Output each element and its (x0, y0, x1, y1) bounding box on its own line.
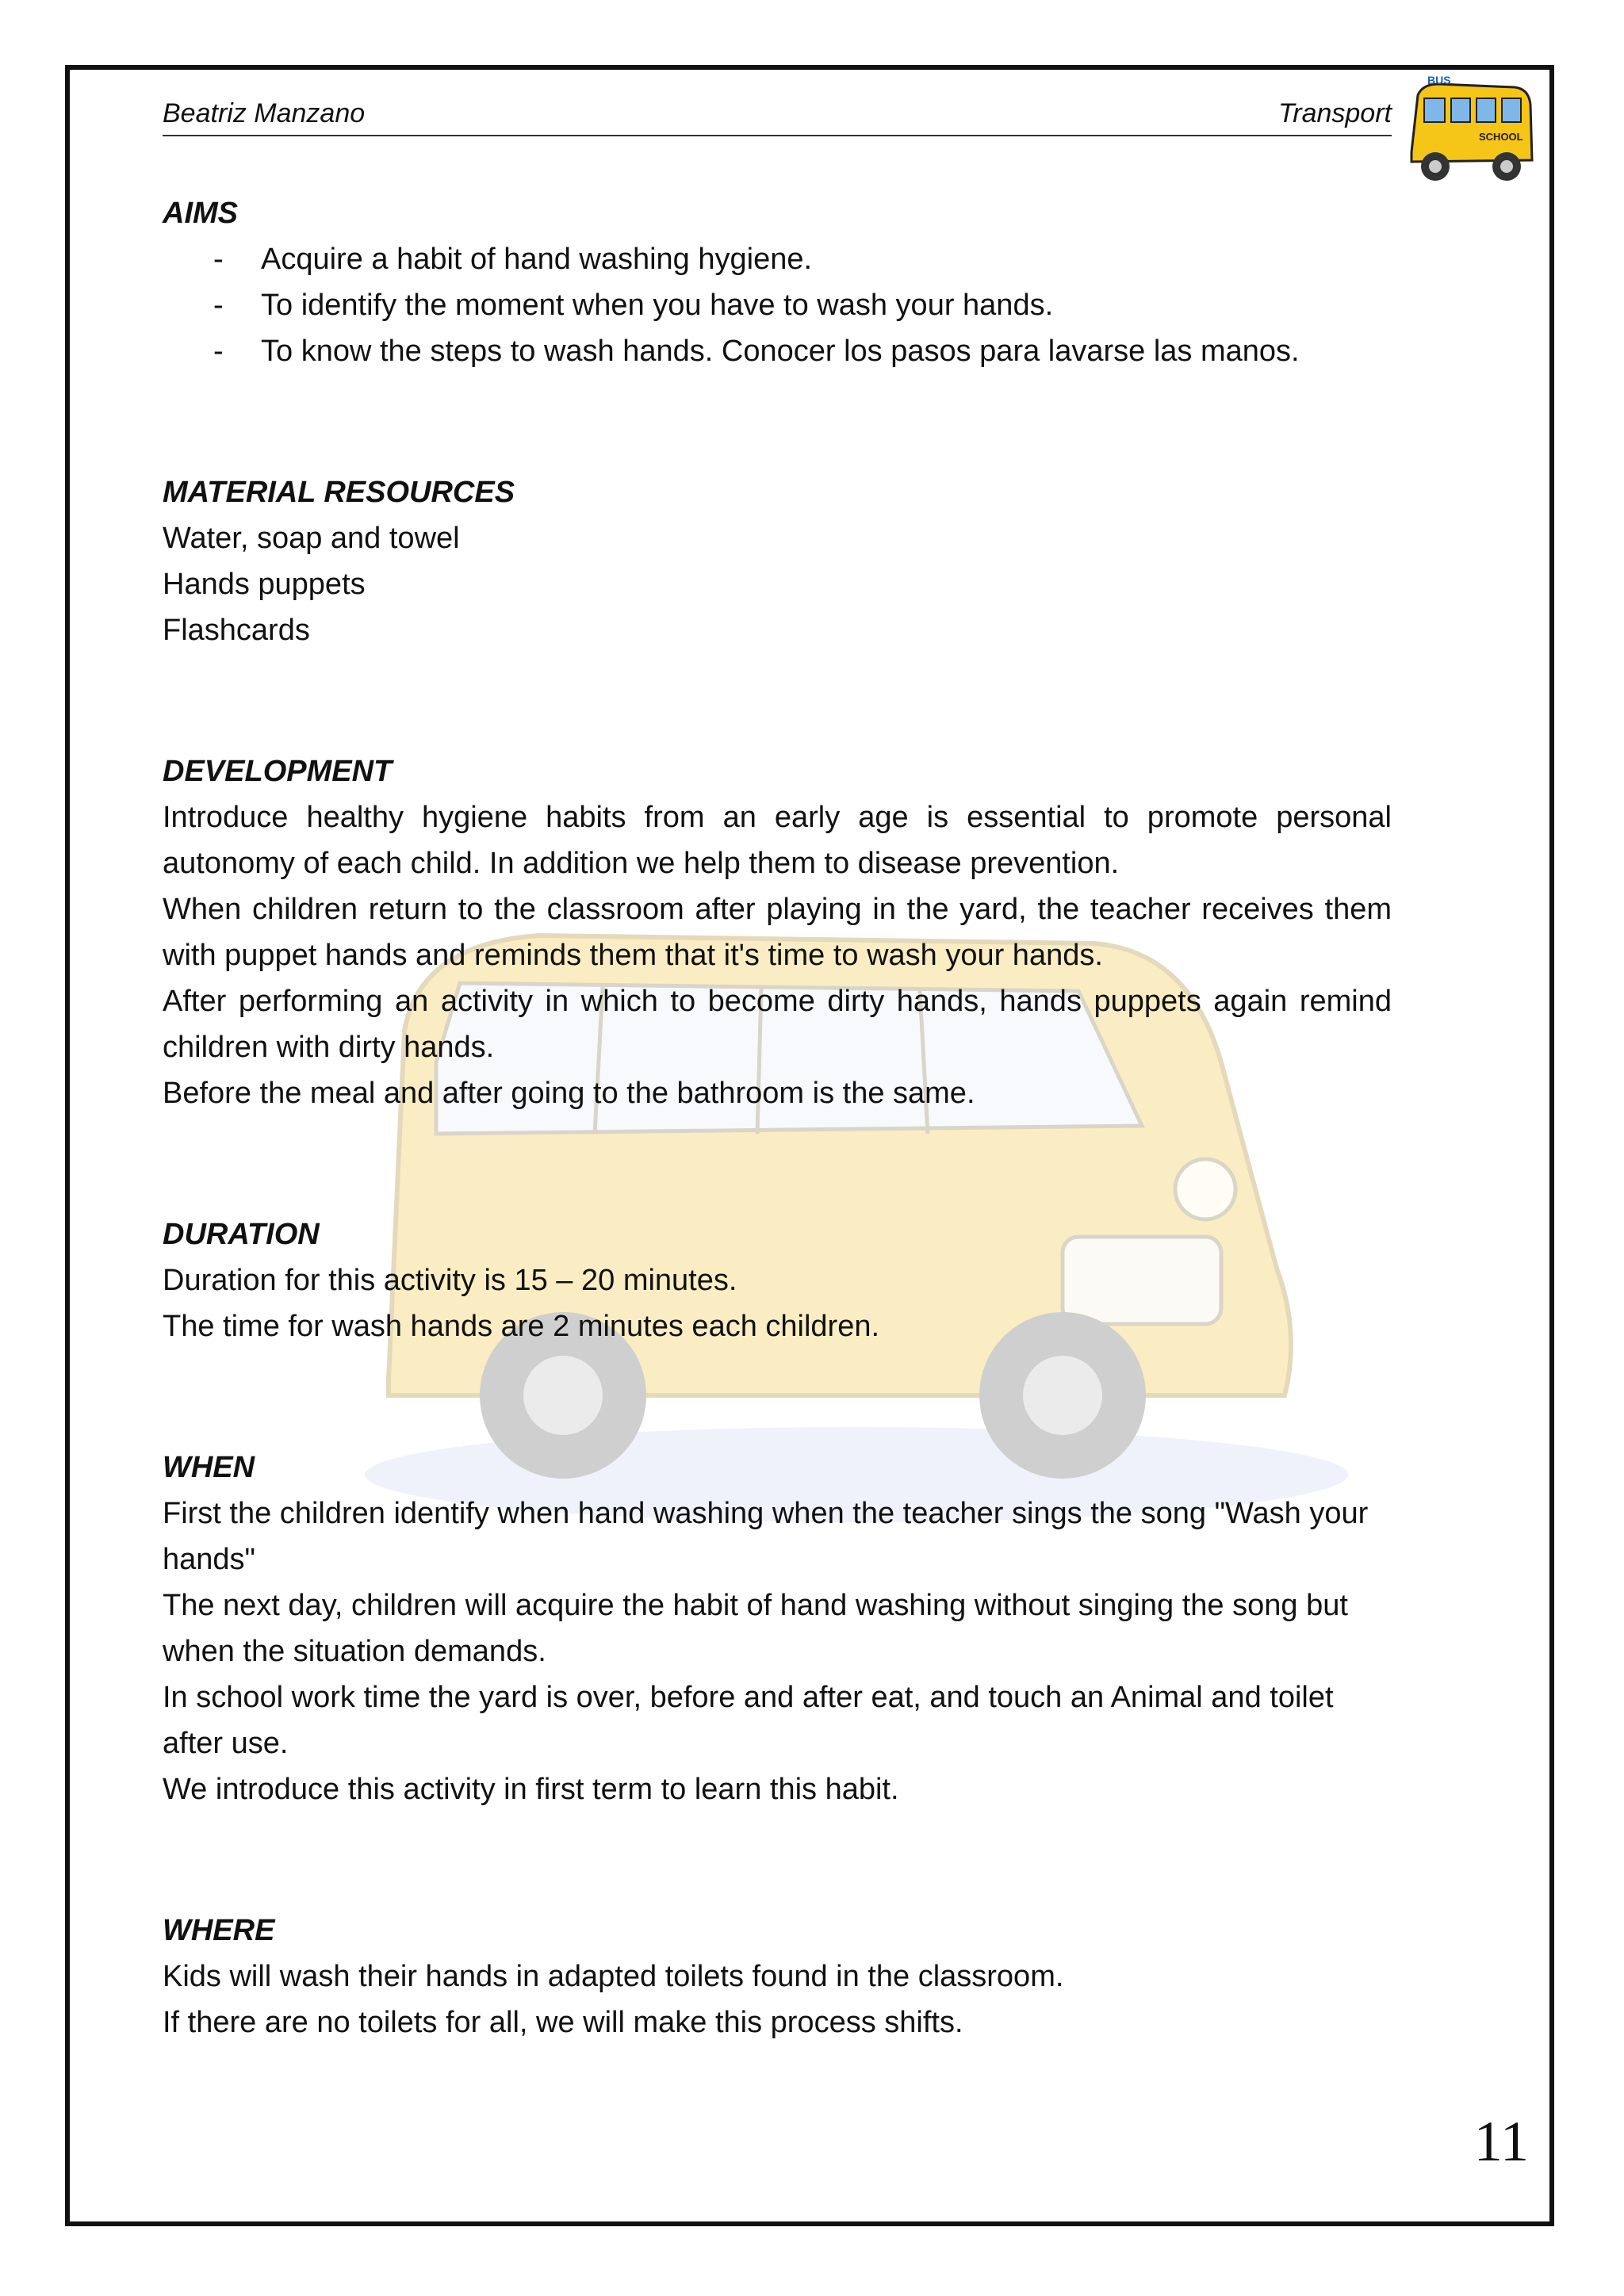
material-item: Flashcards (163, 614, 310, 647)
development-paragraph: Before the meal and after going to the bathroom is the same. (163, 1077, 975, 1110)
list-item: - To know the steps to wash hands. Conocer los pasos para lavarse las manos. (213, 335, 1300, 368)
section-title-where: WHERE (163, 1914, 275, 1947)
section-material-resources (163, 469, 1392, 653)
section-where (163, 1908, 1392, 2045)
duration-line: Duration for this activity is 15 – 20 minutes. (163, 1264, 737, 1297)
where-line: If there are no toilets for all, we will make this process shifts. (163, 2006, 963, 2039)
page-header (163, 94, 1392, 136)
section-duration (163, 1211, 1392, 1349)
section-when (163, 1445, 1392, 1812)
header-author: Beatriz Manzano (163, 98, 366, 128)
duration-line: The time for wash hands are 2 minutes each children. (163, 1310, 880, 1343)
section-title-material: MATERIAL RESOURCES (163, 476, 515, 509)
where-line: Kids will wash their hands in adapted toilets found in the classroom. (163, 1960, 1064, 1993)
when-paragraph: In school work time the yard is over, before and after eat, and touch an Animal and toilet after use. (163, 1681, 1334, 1760)
when-paragraph: The next day, children will acquire the habit of hand washing without singing the song but when the situation demands. (163, 1589, 1348, 1668)
section-title-duration: DURATION (163, 1218, 320, 1251)
material-item: Water, soap and towel (163, 522, 460, 555)
section-title-aims: AIMS (163, 197, 238, 230)
section-title-development: DEVELOPMENT (163, 755, 393, 788)
page-number: 11 (1473, 2110, 1529, 2173)
school-bus-icon (1396, 73, 1538, 192)
when-paragraph: First the children identify when hand washing when the teacher sings the song "Wash your hands" (163, 1497, 1369, 1576)
development-paragraph: When children return to the classroom after playing in the yard, the teacher receives them with puppet hands and reminds them that it's time to wash your hands. (163, 893, 1392, 972)
section-development (163, 748, 1392, 1116)
aims-list (163, 236, 1392, 374)
document-body (163, 190, 1392, 2137)
development-paragraph: After performing an activity in which to become dirty hands, hands puppets again remind children with dirty hands. (163, 985, 1392, 1064)
header-topic: Transport (1278, 98, 1392, 128)
section-title-when: WHEN (163, 1451, 255, 1484)
when-paragraph: We introduce this activity in first term to learn this habit. (163, 1773, 899, 1806)
material-item: Hands puppets (163, 568, 366, 601)
list-item: - Acquire a habit of hand washing hygiene. (213, 243, 813, 276)
list-item: - To identify the moment when you have to wash your hands. (213, 289, 1054, 322)
logo-bus-text: BUS (1427, 74, 1451, 86)
logo-school-text: SCHOOL (1479, 131, 1523, 143)
section-aims (163, 190, 1392, 374)
development-paragraph: Introduce healthy hygiene habits from an early age is essential to promote personal autonomy of each child. In addition we help them to disease prevention. (163, 801, 1392, 880)
